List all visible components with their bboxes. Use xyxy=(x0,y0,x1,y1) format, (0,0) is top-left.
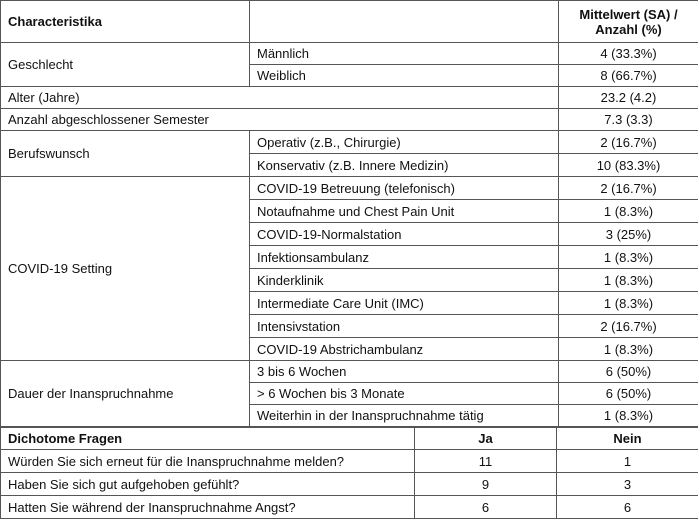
header-mean-line1: Mittelwert (SA) / xyxy=(579,6,678,22)
question-cell: Haben Sie sich gut aufgehoben gefühlt? xyxy=(1,473,415,496)
value-cell: 1 (8.3%) xyxy=(559,338,698,361)
table-header-row xyxy=(1,428,698,450)
question-cell: Würden Sie sich erneut für die Inanspruchnahme melden? xyxy=(1,450,415,473)
table-row xyxy=(1,43,698,65)
ja-cell: 9 xyxy=(415,473,557,496)
nein-cell: 6 xyxy=(557,496,698,519)
sub-label: Männlich xyxy=(250,43,559,65)
nein-cell: 3 xyxy=(557,473,698,496)
row-label-geschlecht: Geschlecht xyxy=(1,43,250,87)
nein-cell: 1 xyxy=(557,450,698,473)
row-label-covid-setting: COVID-19 Setting xyxy=(1,177,250,361)
sub-label: COVID-19-Normalstation xyxy=(250,223,559,246)
row-label-dauer: Dauer der Inanspruchnahme xyxy=(1,361,250,427)
value-cell: 1 (8.3%) xyxy=(559,292,698,315)
sub-label: COVID-19 Abstrichambulanz xyxy=(250,338,559,361)
sub-label: > 6 Wochen bis 3 Monate xyxy=(250,383,559,405)
table-header-row xyxy=(1,1,698,43)
value-cell: 2 (16.7%) xyxy=(559,315,698,338)
value-cell: 2 (16.7%) xyxy=(559,177,698,200)
header-ja: Ja xyxy=(415,428,557,450)
value-cell: 1 (8.3%) xyxy=(559,269,698,292)
sub-label: Operativ (z.B., Chirurgie) xyxy=(250,131,559,154)
table-row xyxy=(1,87,698,109)
dichotomous-questions-table xyxy=(0,427,698,519)
header-nein: Nein xyxy=(557,428,698,450)
table-row xyxy=(1,361,698,383)
table-row xyxy=(1,177,698,200)
value-cell: 1 (8.3%) xyxy=(559,200,698,223)
value-cell: 8 (66.7%) xyxy=(559,65,698,87)
header-empty xyxy=(250,1,559,43)
value-cell: 23.2 (4.2) xyxy=(559,87,698,109)
value-cell: 4 (33.3%) xyxy=(559,43,698,65)
value-cell: 1 (8.3%) xyxy=(559,246,698,269)
sub-label: Konservativ (z.B. Innere Medizin) xyxy=(250,154,559,177)
sub-label: Notaufnahme und Chest Pain Unit xyxy=(250,200,559,223)
sub-label: Weiterhin in der Inanspruchnahme tätig xyxy=(250,405,559,427)
ja-cell: 11 xyxy=(415,450,557,473)
question-cell: Hatten Sie während der Inanspruchnahme Angst? xyxy=(1,496,415,519)
sub-label: Intermediate Care Unit (IMC) xyxy=(250,292,559,315)
table-row xyxy=(1,450,698,473)
value-cell: 7.3 (3.3) xyxy=(559,109,698,131)
value-cell: 10 (83.3%) xyxy=(559,154,698,177)
table-row xyxy=(1,131,698,154)
value-cell: 1 (8.3%) xyxy=(559,405,698,427)
table-row xyxy=(1,496,698,519)
header-mean-line2: Anzahl (%) xyxy=(595,21,662,37)
sub-label: COVID-19 Betreuung (telefonisch) xyxy=(250,177,559,200)
value-cell: 6 (50%) xyxy=(559,383,698,405)
sub-label: 3 bis 6 Wochen xyxy=(250,361,559,383)
table-row xyxy=(1,473,698,496)
ja-cell: 6 xyxy=(415,496,557,519)
sub-label: Intensivstation xyxy=(250,315,559,338)
row-label-alter: Alter (Jahre) xyxy=(1,87,559,109)
header-mean-count xyxy=(559,1,698,43)
header-characteristika: Characteristika xyxy=(1,1,250,43)
sub-label: Kinderklinik xyxy=(250,269,559,292)
table-row xyxy=(1,109,698,131)
header-dichotome-fragen: Dichotome Fragen xyxy=(1,428,415,450)
sub-label: Infektionsambulanz xyxy=(250,246,559,269)
value-cell: 3 (25%) xyxy=(559,223,698,246)
row-label-semester: Anzahl abgeschlossener Semester xyxy=(1,109,559,131)
value-cell: 6 (50%) xyxy=(559,361,698,383)
row-label-berufswunsch: Berufswunsch xyxy=(1,131,250,177)
sub-label: Weiblich xyxy=(250,65,559,87)
value-cell: 2 (16.7%) xyxy=(559,131,698,154)
